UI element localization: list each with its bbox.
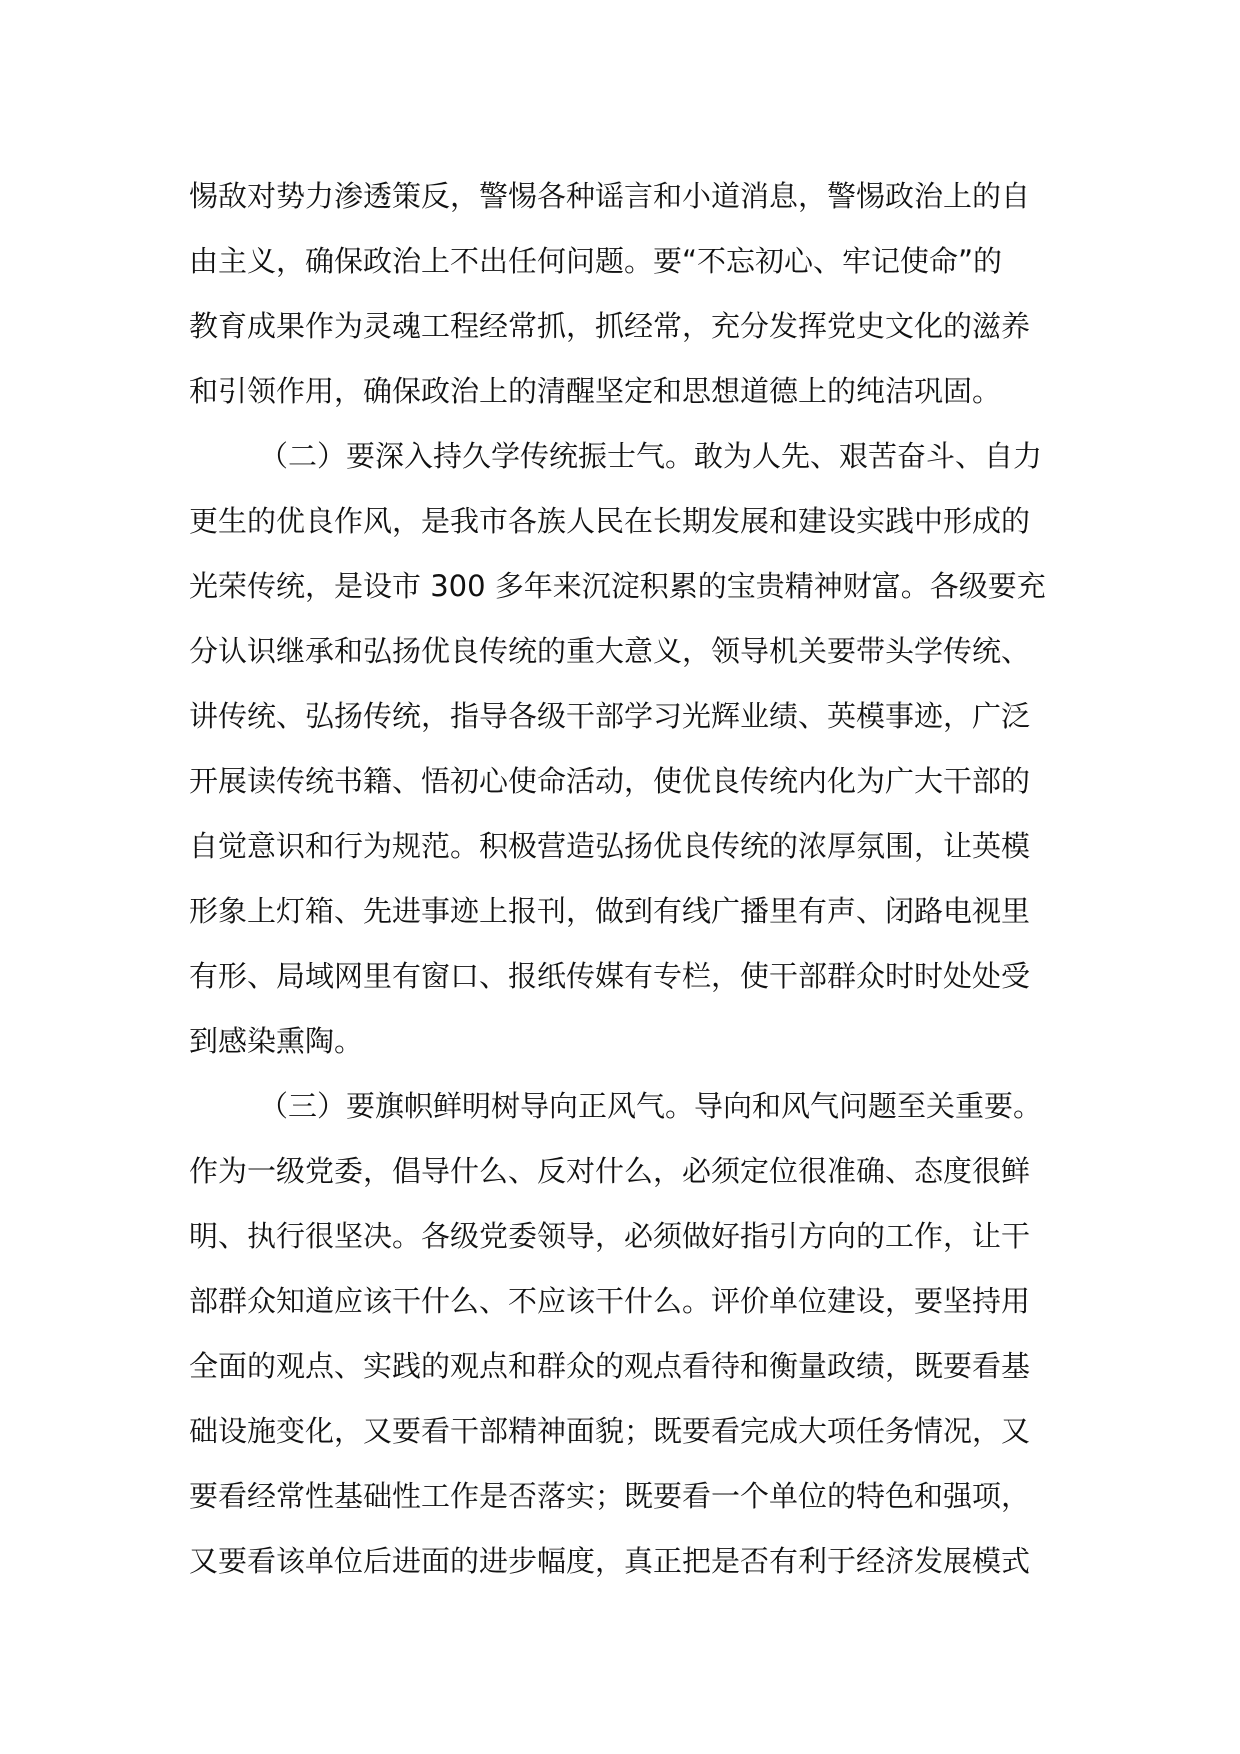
text-line: 全面的观点、实践的观点和群众的观点看待和衡量政绩，既要看基 [189, 1349, 1031, 1383]
text-line: 作为一级党委，倡导什么、反对什么，必须定位很准确、态度很鲜 [189, 1154, 1031, 1188]
text-line: 由主义，确保政治上不出任何问题。要“不忘初心、牢记使命”的 [189, 244, 1003, 278]
text-line: 和引领作用，确保政治上的清醒坚定和思想道德上的纯洁巩固。 [189, 374, 1002, 408]
text-line: 要看经常性基础性工作是否落实；既要看一个单位的特色和强项， [189, 1479, 1031, 1513]
text-line: 础设施变化，又要看干部精神面貌；既要看完成大项任务情况，又 [189, 1414, 1031, 1448]
text-line: 自觉意识和行为规范。积极营造弘扬优良传统的浓厚氛围，让英模 [189, 829, 1031, 863]
text-line: 讲传统、弘扬传统，指导各级干部学习光辉业绩、英模事迹，广泛 [189, 699, 1031, 733]
text-line: 开展读传统书籍、悟初心使命活动，使优良传统内化为广大干部的 [189, 764, 1031, 798]
text-line: 更生的优良作风，是我市各族人民在长期发展和建设实践中形成的 [189, 504, 1031, 538]
text-line: 明、执行很坚决。各级党委领导，必须做好指引方向的工作，让干 [189, 1219, 1031, 1253]
text-line: 到感染熏陶。 [189, 1024, 364, 1058]
paragraph-section-two [189, 424, 1059, 1074]
paragraph-section-three [189, 1074, 1059, 1594]
text-line: 分认识继承和弘扬优良传统的重大意义，领导机关要带头学传统、 [189, 634, 1031, 668]
section-heading-line: （三）要旗帜鲜明树导向正风气。导向和风气问题至关重要。 [259, 1089, 1043, 1123]
document-body [189, 164, 1059, 1594]
text-line: 惕敌对势力渗透策反，警惕各种谣言和小道消息，警惕政治上的自 [189, 179, 1031, 213]
text-line: 部群众知道应该干什么、不应该干什么。评价单位建设，要坚持用 [189, 1284, 1031, 1318]
text-line: 有形、局域网里有窗口、报纸传媒有专栏，使干部群众时时处处受 [189, 959, 1031, 993]
text-line: 光荣传统，是设市 300 多年来沉淀积累的宝贵精神财富。各级要充 [189, 569, 1046, 603]
text-line: 又要看该单位后进面的进步幅度，真正把是否有利于经济发展模式 [189, 1544, 1031, 1578]
text-line: 形象上灯箱、先进事迹上报刊，做到有线广播里有声、闭路电视里 [189, 894, 1031, 928]
section-heading-line: （二）要深入持久学传统振士气。敢为人先、艰苦奋斗、自力 [259, 439, 1043, 473]
paragraph-continuation [189, 164, 1059, 424]
text-line: 教育成果作为灵魂工程经常抓，抓经常，充分发挥党史文化的滋养 [189, 309, 1031, 343]
